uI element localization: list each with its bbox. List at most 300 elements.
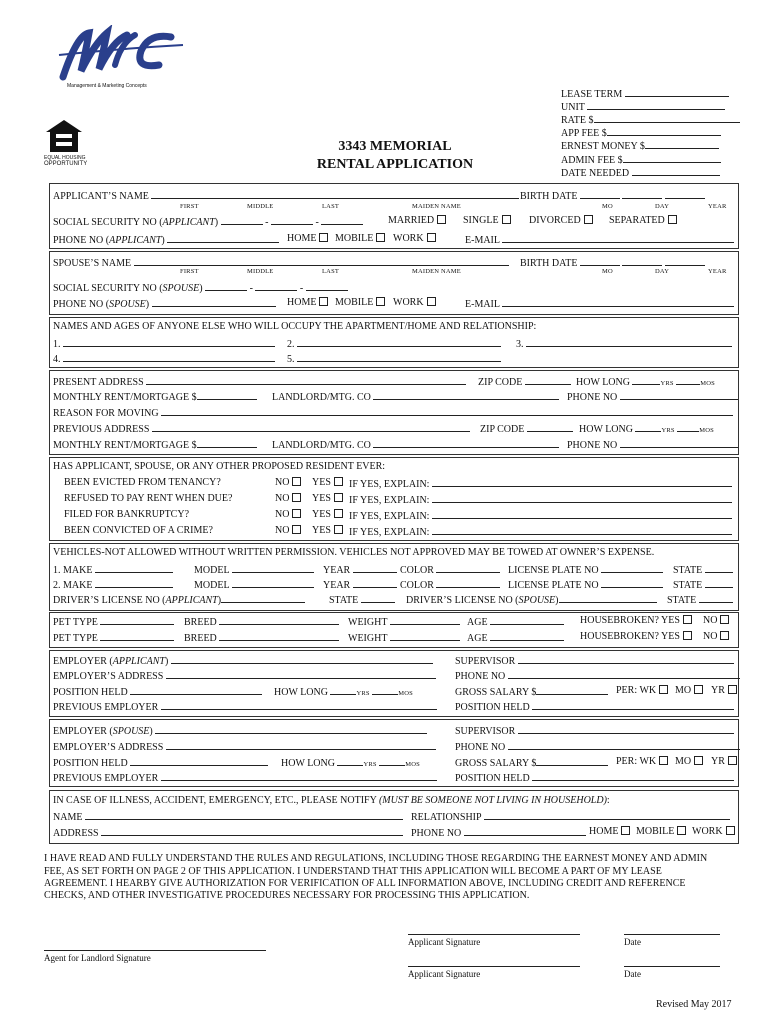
vehicle-2-color-field[interactable]: [400, 578, 500, 592]
supervisor-applicant-field[interactable]: [455, 654, 734, 668]
sub-last: LAST: [322, 203, 340, 210]
no-box-icon: [292, 493, 301, 502]
make2-label: 2. MAKE: [53, 580, 93, 591]
spouse-ssn-field[interactable]: SOCIAL SECURITY NO (SPOUSE) - -: [53, 281, 348, 295]
mobile-box-icon: [376, 297, 385, 306]
address-label: ADDRESS: [53, 828, 99, 839]
breed-label: BREED: [184, 633, 217, 644]
per-yr-applicant-checkbox[interactable]: [711, 685, 737, 697]
spouse-phone-field[interactable]: [53, 297, 276, 311]
yes-box-icon: [334, 509, 343, 518]
yrs-label: YRS: [660, 380, 674, 387]
spouse-ssn-italic: SPOUSE: [162, 283, 200, 294]
spouse-ssn-close: ): [199, 283, 203, 294]
bankruptcy-yes-checkbox[interactable]: [312, 509, 343, 521]
rate-field[interactable]: [561, 113, 740, 127]
emergency-name-field[interactable]: [53, 810, 403, 824]
agent-signature-line[interactable]: [44, 950, 266, 951]
sub-year: YEAR: [708, 268, 727, 275]
supervisor-label: SUPERVISOR: [455, 656, 516, 667]
yes-box-icon: [334, 477, 343, 486]
separated-checkbox[interactable]: [609, 215, 677, 227]
housebroken-label: HOUSEBROKEN? YES: [580, 631, 680, 642]
pet-type-label: PET TYPE: [53, 617, 98, 628]
no-label: NO: [275, 493, 290, 504]
unit-field[interactable]: [561, 100, 725, 114]
convicted-no-checkbox[interactable]: [275, 525, 301, 537]
mobile-box-icon: [376, 233, 385, 242]
per-label: PER: WK: [616, 756, 657, 767]
applicant-signature-line-2[interactable]: [408, 966, 580, 967]
vehicle-1-year-field[interactable]: [323, 563, 397, 577]
present-landlord-phone-field[interactable]: [567, 390, 738, 404]
emergency-address-field[interactable]: [53, 826, 403, 840]
home-box-icon: [621, 826, 630, 835]
form-title: RENTAL APPLICATION: [316, 157, 474, 172]
weight-label: WEIGHT: [348, 633, 388, 644]
spouse-birth-label: BIRTH DATE: [520, 258, 578, 269]
property-title: 3343 MEMORIAL: [338, 139, 452, 154]
emp-phone-label: PHONE NO: [455, 742, 506, 753]
pet-2-type-field[interactable]: [53, 631, 174, 645]
vehicle-1-state-field[interactable]: [673, 563, 733, 577]
howlong-label: HOW LONG: [274, 687, 328, 698]
per-wk-spouse-checkbox[interactable]: [616, 756, 668, 768]
emergency-home-checkbox[interactable]: [589, 826, 630, 838]
yes-label: YES: [312, 477, 331, 488]
yes-box-icon: [334, 493, 343, 502]
dl-app-italic: APPLICANT: [165, 595, 218, 606]
emergency-relationship-field[interactable]: [411, 810, 730, 824]
howlong-label: HOW LONG: [281, 758, 335, 769]
plate-label: LICENSE PLATE NO: [508, 565, 599, 576]
year-label: YEAR: [323, 580, 351, 591]
lease-term-label: LEASE TERM: [561, 89, 623, 100]
admin-fee-field[interactable]: [561, 153, 721, 167]
state-label: STATE: [329, 595, 359, 606]
gross-label: GROSS SALARY $: [455, 687, 537, 698]
emp-close: ): [164, 656, 169, 667]
spouse-ssn-label: SOCIAL SECURITY NO (: [53, 283, 163, 294]
position-label: POSITION HELD: [455, 773, 530, 784]
pet-1-housebroken-yes[interactable]: [580, 615, 692, 627]
work-box-icon: [427, 297, 436, 306]
bankruptcy-explain-field[interactable]: [349, 509, 732, 523]
monthly-label: MONTHLY RENT/MORTGAGE $: [53, 440, 197, 451]
employer-spouse-field[interactable]: [53, 724, 427, 738]
applicant-license-field[interactable]: [53, 593, 305, 607]
pet-2-breed-field[interactable]: [184, 631, 339, 645]
no-label: NO: [275, 477, 290, 488]
mo-box-icon: [694, 756, 703, 765]
explain-label: IF YES, EXPLAIN:: [349, 495, 430, 506]
howlong-label: HOW LONG: [579, 424, 633, 435]
prev-employer-applicant-field[interactable]: [53, 700, 437, 714]
previous-landlord-field[interactable]: [272, 438, 559, 452]
vehicle-2-model-field[interactable]: [194, 578, 314, 592]
yrs-label: YRS: [661, 427, 675, 434]
housebroken-label: HOUSEBROKEN? YES: [580, 615, 680, 626]
home-box-icon: [319, 297, 328, 306]
gross-salary-applicant-field[interactable]: [455, 685, 608, 699]
statement-line-1: I HAVE READ AND FULLY UNDERSTAND THE RULES AND REGULATIONS, INCLUDING THOSE REGARDING THE EARNEST MONEY AND ADMIN: [44, 853, 708, 864]
revised-date: Revised May 2017: [656, 999, 732, 1010]
applicant-signature-line-1[interactable]: [408, 934, 580, 935]
previous-howlong-field[interactable]: [579, 422, 714, 436]
mos-label: MOS: [398, 690, 413, 697]
explain-label: IF YES, EXPLAIN:: [349, 479, 430, 490]
birth-date-label: BIRTH DATE: [520, 191, 578, 202]
refused-no-checkbox[interactable]: [275, 493, 301, 505]
dl-sp-italic: SPOUSE: [518, 595, 556, 606]
equal-housing-icon: [44, 118, 84, 154]
emp-phone-label: PHONE NO: [455, 671, 506, 682]
emp-address-label: EMPLOYER’S ADDRESS: [53, 671, 164, 682]
no-box-icon: [720, 631, 729, 640]
applicant-signature-label-1: Applicant Signature: [408, 937, 481, 947]
logo-tagline: Management & Marketing Concepts: [67, 83, 147, 89]
separated-label: SEPARATED: [609, 215, 665, 226]
occupant-1-field[interactable]: [53, 337, 275, 351]
admin-fee-label: ADMIN FEE $: [561, 155, 623, 166]
prev-employer-spouse-field[interactable]: [53, 771, 437, 785]
q-evicted: BEEN EVICTED FROM TENANCY?: [64, 477, 221, 488]
position-spouse-field[interactable]: [53, 756, 268, 770]
landlord-label: LANDLORD/MTG. CO: [272, 440, 371, 451]
yes-box-icon: [334, 525, 343, 534]
sub-day: DAY: [655, 203, 670, 210]
supervisor-label: SUPERVISOR: [455, 726, 516, 737]
no-box-icon: [292, 477, 301, 486]
pet-2-weight-field[interactable]: [348, 631, 460, 645]
vehicle-2-state-field[interactable]: [673, 578, 733, 592]
phone-label-italic: APPLICANT: [109, 235, 162, 246]
sub-maiden: MAIDEN NAME: [412, 203, 461, 210]
convicted-yes-checkbox[interactable]: [312, 525, 343, 537]
phone-label: PHONE NO: [411, 828, 462, 839]
vehicle-2-plate-field[interactable]: [508, 578, 663, 592]
mo-box-icon: [694, 685, 703, 694]
state-label: STATE: [667, 595, 697, 606]
emp-address-label: EMPLOYER’S ADDRESS: [53, 742, 164, 753]
howlong-spouse-field[interactable]: [281, 756, 420, 770]
emergency-work-checkbox[interactable]: [692, 826, 735, 838]
evicted-yes-checkbox[interactable]: [312, 477, 343, 489]
howlong-applicant-field[interactable]: [274, 685, 413, 699]
no-label: NO: [275, 525, 290, 536]
sub-middle: MIDDLE: [247, 203, 274, 210]
spouse-phone-close: ): [145, 299, 150, 310]
mos-label: MOS: [405, 761, 420, 768]
n3: 3.: [516, 339, 524, 350]
yes-label: YES: [312, 509, 331, 520]
pet-1-type-field[interactable]: [53, 615, 174, 629]
monthly-label: MONTHLY RENT/MORTGAGE $: [53, 392, 197, 403]
bankruptcy-no-checkbox[interactable]: [275, 509, 301, 521]
mobile-label: MOBILE: [335, 233, 374, 244]
vehicle-1-color-field[interactable]: [400, 563, 500, 577]
make1-label: 1. MAKE: [53, 565, 93, 576]
mmc-logo-icon: [55, 25, 190, 85]
work-checkbox[interactable]: [393, 233, 436, 245]
evicted-explain-field[interactable]: [349, 477, 732, 491]
pet-type-label: PET TYPE: [53, 633, 98, 644]
model-label: MODEL: [194, 580, 230, 591]
howlong-label: HOW LONG: [576, 377, 630, 388]
home-checkbox[interactable]: [287, 233, 328, 245]
yes-box-icon: [683, 615, 692, 624]
previous-address-field[interactable]: [53, 422, 470, 436]
yr-box-icon: [728, 756, 737, 765]
occupant-2-field[interactable]: [287, 337, 501, 351]
emp-italic: SPOUSE: [112, 726, 150, 737]
refused-yes-checkbox[interactable]: [312, 493, 343, 505]
emergency-heading-end: :: [606, 795, 610, 806]
dl-close: ): [555, 595, 559, 606]
previous-zip-field[interactable]: [480, 422, 573, 436]
zip-label: ZIP CODE: [478, 377, 523, 388]
no-box-icon: [292, 509, 301, 518]
age-label: AGE: [467, 617, 488, 628]
pet-1-age-field[interactable]: [467, 615, 564, 629]
occupant-4-field[interactable]: [53, 352, 275, 366]
prev-employer-label: PREVIOUS EMPLOYER: [53, 773, 159, 784]
color-label: COLOR: [400, 565, 434, 576]
yes-label: YES: [312, 525, 331, 536]
statement-line-2: FEE, AS SET FORTH ON PAGE 2 OF THIS APPLICATION. I UNDERSTAND THAT THIS APPLICATION WILL BECOME A PART OF MY LEASE: [44, 866, 662, 877]
mobile-checkbox[interactable]: [335, 233, 385, 245]
single-box-icon: [502, 215, 511, 224]
work-box-icon: [427, 233, 436, 242]
sub-maiden: MAIDEN NAME: [412, 268, 461, 275]
position-applicant-field[interactable]: [53, 685, 262, 699]
present-howlong-field[interactable]: [576, 375, 715, 389]
position-label: POSITION HELD: [455, 702, 530, 713]
pet-1-weight-field[interactable]: [348, 615, 460, 629]
vehicle-1-model-field[interactable]: [194, 563, 314, 577]
spouse-mobile-checkbox[interactable]: [335, 297, 385, 309]
applicant-ssn-field[interactable]: SOCIAL SECURITY NO (APPLICANT) - -: [53, 215, 363, 229]
employer-phone-applicant-field[interactable]: [455, 669, 740, 683]
vehicle-2-year-field[interactable]: [323, 578, 397, 592]
sub-first: FIRST: [180, 203, 199, 210]
applicant-license-state-field[interactable]: [329, 593, 395, 607]
applicant-phone-field[interactable]: [53, 233, 279, 247]
weight-label: WEIGHT: [348, 617, 388, 628]
previous-monthly-field[interactable]: [53, 438, 257, 452]
yr-label: YR: [711, 685, 725, 696]
n4: 4.: [53, 354, 61, 365]
model-label: MODEL: [194, 565, 230, 576]
spouse-phone-italic: SPOUSE: [109, 299, 146, 310]
occupant-5-field[interactable]: [287, 352, 501, 366]
emp-label: EMPLOYER (: [53, 726, 113, 737]
pet-1-housebroken-no[interactable]: [703, 615, 729, 627]
explain-label: IF YES, EXPLAIN:: [349, 511, 430, 522]
date-label-1: Date: [624, 937, 641, 947]
ssn-label-italic: APPLICANT: [162, 217, 215, 228]
per-wk-applicant-checkbox[interactable]: [616, 685, 668, 697]
history-heading: HAS APPLICANT, SPOUSE, OR ANY OTHER PROPOSED RESIDENT EVER:: [53, 461, 386, 472]
landlord-label: LANDLORD/MTG. CO: [272, 392, 371, 403]
divorced-checkbox[interactable]: [529, 215, 593, 227]
agent-signature-label: Agent for Landlord Signature: [44, 953, 151, 963]
explain-label: IF YES, EXPLAIN:: [349, 527, 430, 538]
date-label-2: Date: [624, 969, 641, 979]
equal-housing-logo: [44, 118, 86, 170]
relationship-label: RELATIONSHIP: [411, 812, 482, 823]
sub-day: DAY: [655, 268, 670, 275]
married-checkbox[interactable]: [388, 215, 446, 227]
employer-phone-spouse-field[interactable]: [455, 740, 740, 754]
statement-line-4: CHECKS, AND OTHER INVESTIGATIVE PROCEDURES NECESSARY FOR PROCESSING THIS APPLICATION.: [44, 890, 530, 901]
color-label: COLOR: [400, 580, 434, 591]
breed-label: BREED: [184, 617, 217, 628]
state-label: STATE: [673, 565, 703, 576]
email-label: E-MAIL: [465, 235, 500, 246]
per-yr-spouse-checkbox[interactable]: [711, 756, 737, 768]
vehicle-2-make-field[interactable]: [53, 578, 173, 592]
present-zip-field[interactable]: [478, 375, 571, 389]
married-box-icon: [437, 215, 446, 224]
refused-explain-field[interactable]: [349, 493, 732, 507]
mo-label: MO: [675, 685, 692, 696]
vehicle-1-plate-field[interactable]: [508, 563, 663, 577]
equal-housing-text-2: OPPORTUNITY: [44, 161, 88, 167]
no-label: NO: [703, 631, 718, 642]
divorced-box-icon: [584, 215, 593, 224]
spouse-home-checkbox[interactable]: [287, 297, 328, 309]
previous-landlord-phone-field[interactable]: [567, 438, 738, 452]
present-address-field[interactable]: [53, 375, 466, 389]
present-label: PRESENT ADDRESS: [53, 377, 144, 388]
yr-label: YR: [711, 756, 725, 767]
separated-box-icon: [668, 215, 677, 224]
pet-2-housebroken-no[interactable]: [703, 631, 729, 643]
prev-position-applicant-field[interactable]: [455, 700, 734, 714]
work-label: WORK: [393, 297, 424, 308]
divorced-label: DIVORCED: [529, 215, 581, 226]
spouse-work-checkbox[interactable]: [393, 297, 436, 309]
evicted-no-checkbox[interactable]: [275, 477, 301, 489]
per-label: PER: WK: [616, 685, 657, 696]
mobile-label: MOBILE: [636, 826, 675, 837]
yes-box-icon: [683, 631, 692, 640]
home-label: HOME: [287, 297, 317, 308]
present-landlord-field[interactable]: [272, 390, 559, 404]
spouse-license-field[interactable]: [406, 593, 657, 607]
earnest-money-label: ERNEST MONEY $: [561, 141, 645, 152]
employer-applicant-field[interactable]: [53, 654, 433, 668]
per-mo-applicant-checkbox[interactable]: [675, 685, 703, 697]
applicant-name-label: APPLICANT’S NAME: [53, 191, 149, 202]
phone-label: PHONE NO: [567, 392, 618, 403]
no-label: NO: [275, 509, 290, 520]
applicant-email-field[interactable]: [465, 233, 734, 247]
prev-employer-label: PREVIOUS EMPLOYER: [53, 702, 159, 713]
yr-box-icon: [728, 685, 737, 694]
spouse-phone-label: PHONE NO (: [53, 299, 110, 310]
gross-salary-spouse-field[interactable]: [455, 756, 608, 770]
lease-term-field[interactable]: [561, 87, 729, 101]
unit-label: UNIT: [561, 102, 585, 113]
applicant-birthdate-field[interactable]: [520, 189, 705, 203]
occupant-3-field[interactable]: [516, 337, 732, 351]
wk-box-icon: [659, 685, 668, 694]
prev-position-spouse-field[interactable]: [455, 771, 734, 785]
applicant-name-field[interactable]: [53, 189, 519, 203]
dl-app-label: DRIVER’S LICENSE NO (: [53, 595, 166, 606]
reason-moving-field[interactable]: [53, 406, 733, 420]
emp-italic: APPLICANT: [112, 656, 165, 667]
q-bankruptcy: FILED FOR BANKRUPTCY?: [64, 509, 190, 520]
statement-line-3: AGREEMENT. I HEARBY GIVE AUTHORIZATION FOR VERIFICATION OF ALL INFORMATION ABOVE, INCLUDING CREDIT AND REFERENCE: [44, 878, 686, 889]
supervisor-spouse-field[interactable]: [455, 724, 734, 738]
q-convicted: BEEN CONVICTED OF A CRIME?: [64, 525, 213, 536]
vehicle-1-make-field[interactable]: [53, 563, 173, 577]
emergency-heading-italic: (MUST BE SOMEONE NOT LIVING IN HOUSEHOLD): [378, 795, 607, 806]
convicted-explain-field[interactable]: [349, 525, 732, 539]
ssn-label: SOCIAL SECURITY NO (: [53, 217, 163, 228]
pet-2-housebroken-yes[interactable]: [580, 631, 692, 643]
no-box-icon: [720, 615, 729, 624]
emergency-mobile-checkbox[interactable]: [636, 826, 686, 838]
app-fee-field[interactable]: [561, 126, 721, 140]
spouse-license-state-field[interactable]: [667, 593, 733, 607]
email-label: E-MAIL: [465, 299, 500, 310]
phone-label: PHONE NO (: [53, 235, 110, 246]
emergency-phone-field[interactable]: [411, 826, 586, 840]
sub-mo: MO: [602, 203, 613, 210]
spouse-name-label: SPOUSE’S NAME: [53, 258, 132, 269]
date-line-2[interactable]: [624, 966, 720, 967]
reason-label: REASON FOR MOVING: [53, 408, 159, 419]
mos-label: MOS: [699, 427, 714, 434]
single-checkbox[interactable]: [463, 215, 511, 227]
per-mo-spouse-checkbox[interactable]: [675, 756, 703, 768]
date-needed-field[interactable]: [561, 166, 720, 180]
pet-1-breed-field[interactable]: [184, 615, 339, 629]
work-label: WORK: [393, 233, 424, 244]
n5: 5.: [287, 354, 295, 365]
married-label: MARRIED: [388, 215, 435, 226]
employer-address-applicant-field[interactable]: [53, 669, 436, 683]
q-refused: REFUSED TO PAY RENT WHEN DUE?: [64, 493, 233, 504]
position-label: POSITION HELD: [53, 758, 128, 769]
emergency-heading: [53, 795, 610, 807]
single-label: SINGLE: [463, 215, 499, 226]
work-box-icon: [726, 826, 735, 835]
gross-label: GROSS SALARY $: [455, 758, 537, 769]
pet-2-age-field[interactable]: [467, 631, 564, 645]
spouse-email-field[interactable]: [465, 297, 734, 311]
earnest-money-field[interactable]: [561, 139, 719, 153]
present-monthly-field[interactable]: [53, 390, 257, 404]
mobile-box-icon: [677, 826, 686, 835]
emergency-heading-text: IN CASE OF ILLNESS, ACCIDENT, EMERGENCY, ETC., PLEASE NOTIFY: [53, 795, 379, 806]
age-label: AGE: [467, 633, 488, 644]
mobile-label: MOBILE: [335, 297, 374, 308]
date-line-1[interactable]: [624, 934, 720, 935]
zip-label: ZIP CODE: [480, 424, 525, 435]
sub-last: LAST: [322, 268, 340, 275]
name-label: NAME: [53, 812, 83, 823]
n1: 1.: [53, 339, 61, 350]
ssn-label-close: ): [214, 217, 219, 228]
no-label: NO: [703, 615, 718, 626]
home-label: HOME: [589, 826, 619, 837]
employer-address-spouse-field[interactable]: [53, 740, 436, 754]
